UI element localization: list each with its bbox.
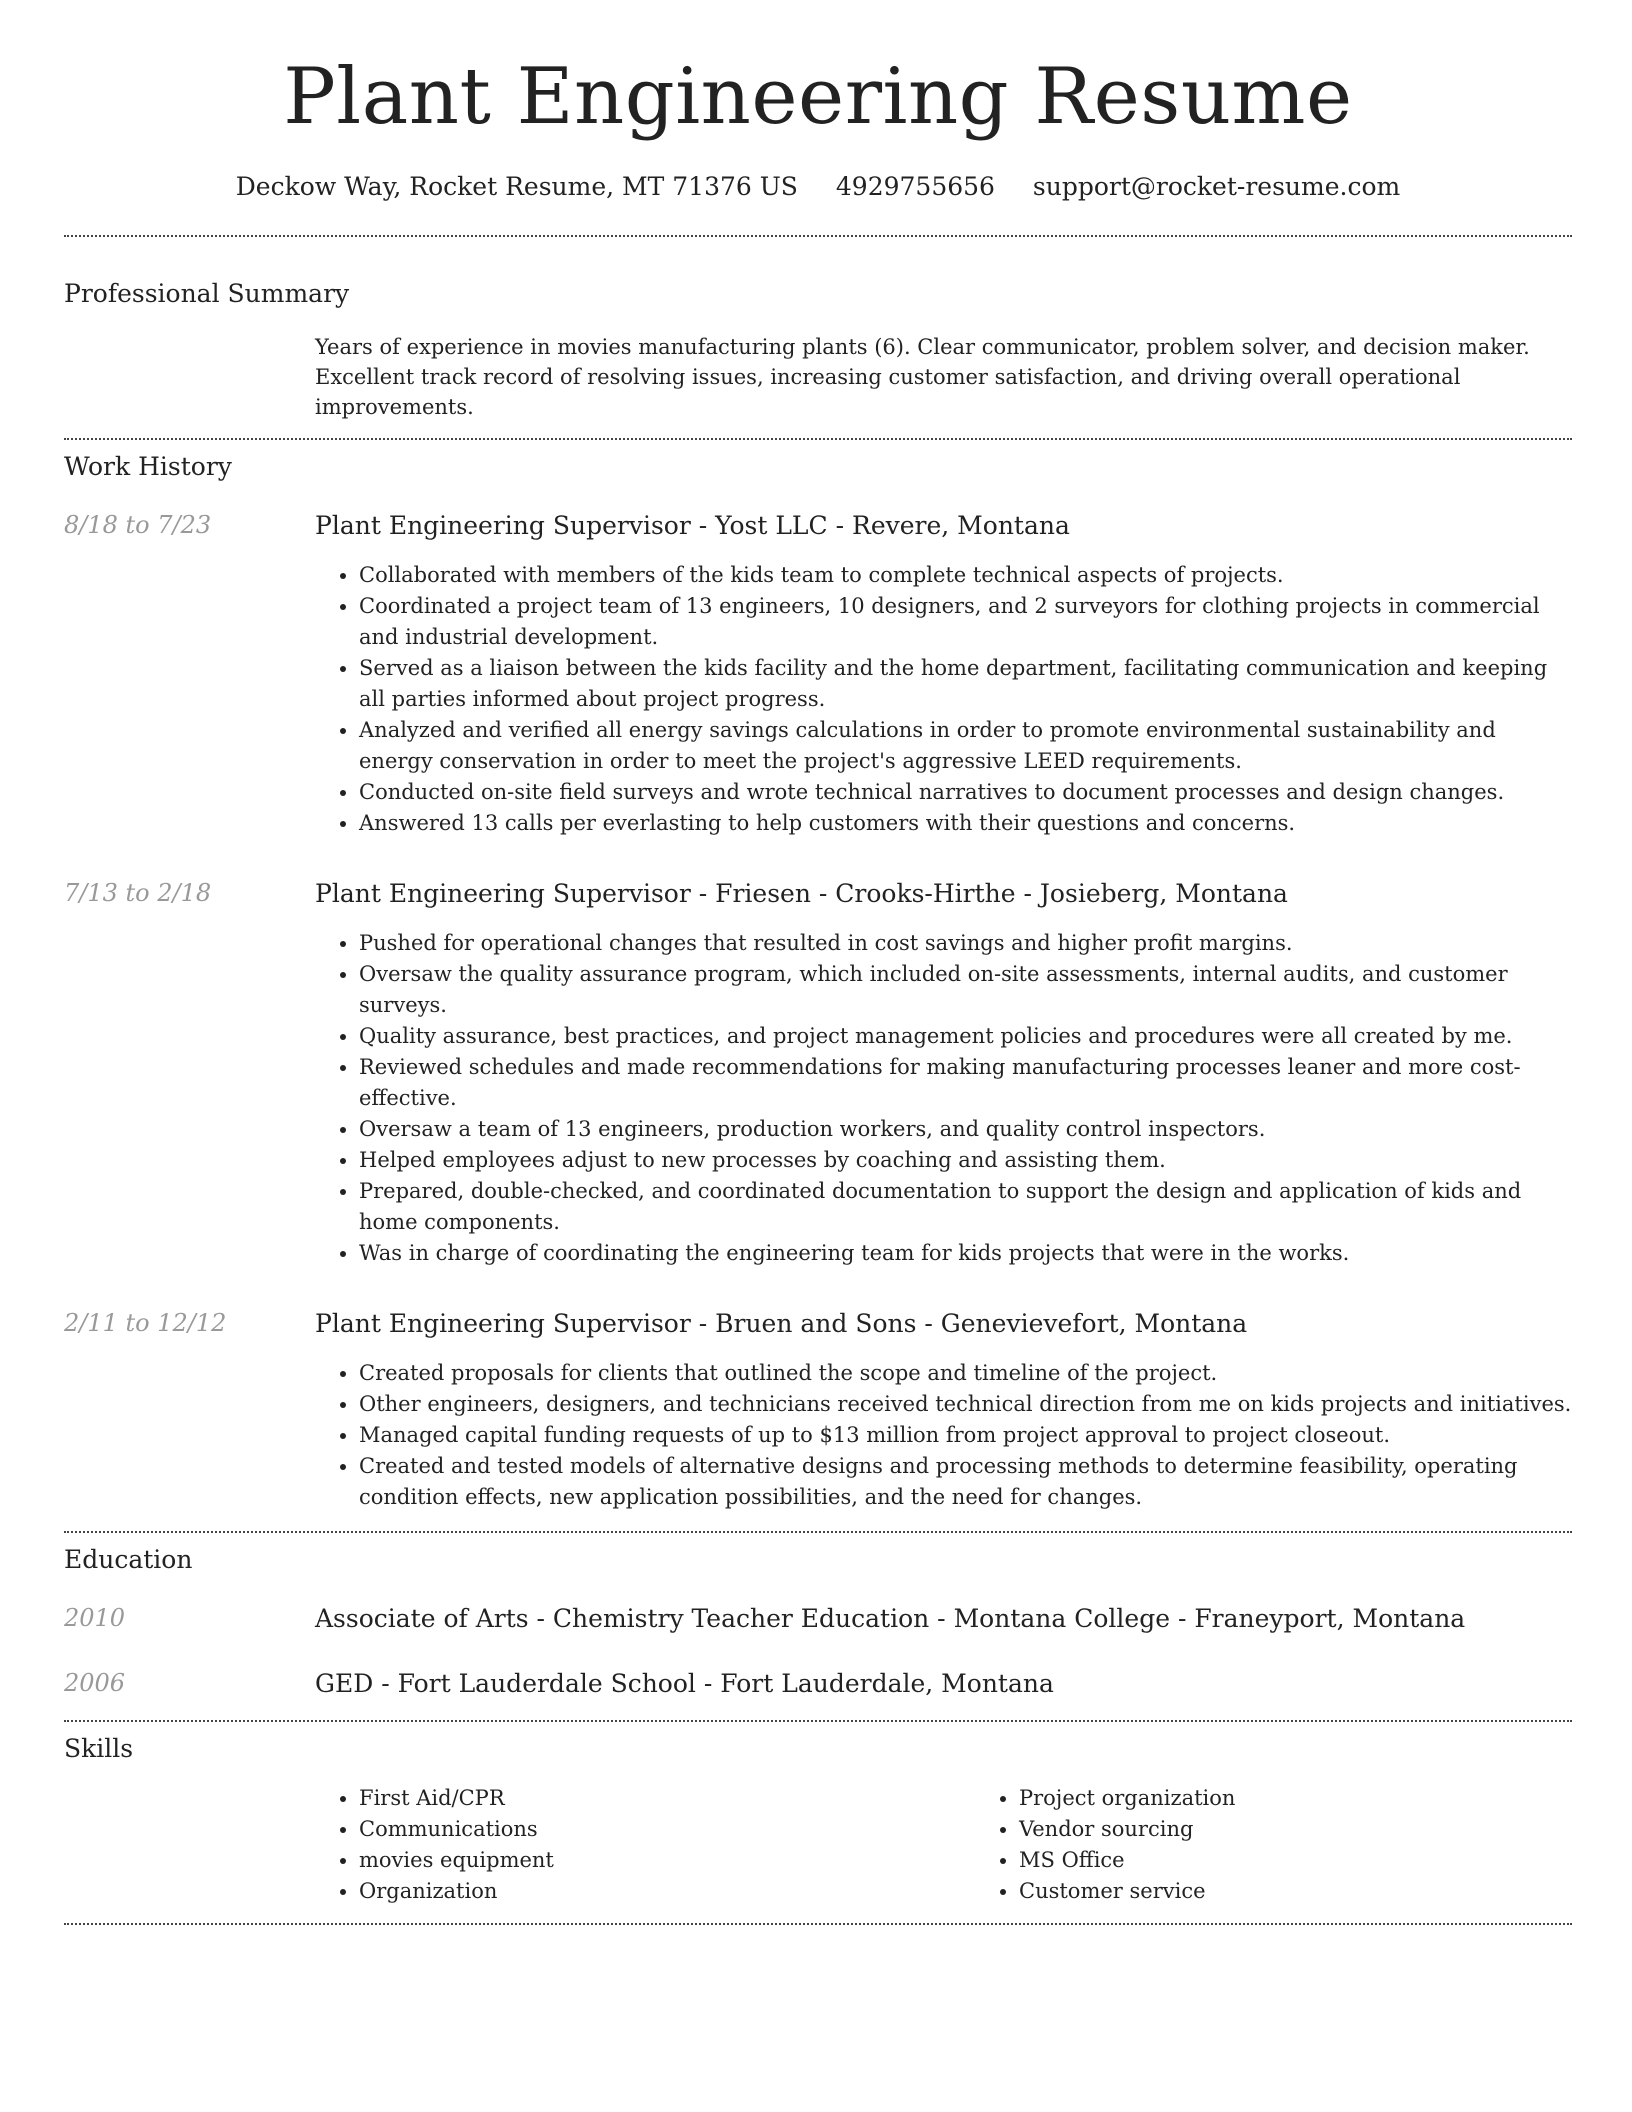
- list-item: • Answered 13 calls per everlasting to help customers with their questions and concerns.: [359, 808, 1572, 839]
- skill-item: • MS Office: [1019, 1845, 1632, 1876]
- job-bullets-row: [64, 560, 1572, 839]
- contact-address: Deckow Way, Rocket Resume, MT 71376 US: [235, 172, 798, 201]
- education-year: 2006: [64, 1669, 126, 1697]
- list-item: • Collaborated with members of the kids team to complete technical aspects of projects.: [359, 560, 1572, 591]
- page-title: Plant Engineering Resume: [283, 52, 1353, 142]
- contact-line: [64, 172, 1572, 201]
- list-item: • Pushed for operational changes that resulted in cost savings and higher profit margins.: [359, 928, 1572, 959]
- section-divider: [64, 1923, 1572, 1925]
- section-divider: [64, 1720, 1572, 1722]
- job-bullets-spacer: [64, 1358, 315, 1513]
- job-bullets-spacer: [64, 928, 315, 1269]
- skill-item: • First Aid/CPR: [359, 1783, 975, 1814]
- education-row: [64, 1669, 1572, 1698]
- job-title: Plant Engineering Supervisor - Bruen and Sons - Genevievefort, Montana: [315, 1309, 1248, 1338]
- education-list: [64, 1604, 1572, 1698]
- skill-item: • Customer service: [1019, 1876, 1632, 1907]
- list-item: • Helped employees adjust to new processes by coaching and assisting them.: [359, 1145, 1572, 1176]
- skills-list-left: [315, 1783, 975, 1907]
- list-item: • Was in charge of coordinating the engineering team for kids projects that were in the works.: [359, 1238, 1572, 1269]
- education-title: Associate of Arts - Chemistry Teacher Education - Montana College - Franeyport, Montana: [315, 1604, 1466, 1633]
- list-item: • Prepared, double-checked, and coordinated documentation to support the design and application of kids and home components.: [359, 1176, 1572, 1238]
- section-divider: [64, 1531, 1572, 1533]
- section-divider: [64, 235, 1572, 237]
- education-heading: Education: [64, 1545, 193, 1574]
- skill-item: • movies equipment: [359, 1845, 975, 1876]
- skill-item: • Project organization: [1019, 1783, 1632, 1814]
- resume-page: [64, 0, 1572, 1925]
- summary-spacer: [64, 332, 315, 422]
- education-row: [64, 1604, 1572, 1633]
- job-header-row: [64, 511, 1572, 540]
- contact-email: support@rocket-resume.com: [1032, 172, 1401, 201]
- education-year: 2010: [64, 1604, 126, 1632]
- job-bullets-row: [64, 928, 1572, 1269]
- job-title: Plant Engineering Supervisor - Yost LLC - Revere, Montana: [315, 511, 1070, 540]
- skill-item: • Organization: [359, 1876, 975, 1907]
- job-bullets-spacer: [64, 560, 315, 839]
- skills-row: [64, 1783, 1572, 1907]
- skills-spacer: [64, 1783, 315, 1907]
- list-item: • Oversaw the quality assurance program, which included on-site assessments, internal audits, and customer surveys.: [359, 959, 1572, 1021]
- job-header-row: [64, 1309, 1572, 1338]
- skills-heading: Skills: [64, 1734, 134, 1763]
- list-item: • Quality assurance, best practices, and project management policies and procedures were all created by me.: [359, 1021, 1572, 1052]
- job-bullet-list: [315, 1358, 1572, 1513]
- list-item: • Oversaw a team of 13 engineers, production workers, and quality control inspectors.: [359, 1114, 1572, 1145]
- education-title: GED - Fort Lauderdale School - Fort Lauderdale, Montana: [315, 1669, 1054, 1698]
- summary-text: Years of experience in movies manufacturing plants (6). Clear communicator, problem solver, and decision maker. Excellent track record of resolving issues, increasing customer satisfaction, and driving overall operational improvements.: [315, 335, 1530, 419]
- skills-columns: [315, 1783, 1632, 1907]
- job-dates: 2/11 to 12/12: [64, 1309, 227, 1337]
- job-bullet-list: [315, 928, 1572, 1269]
- summary-row: [64, 332, 1572, 422]
- job-dates: 7/13 to 2/18: [64, 879, 212, 907]
- skill-item: • Vendor sourcing: [1019, 1814, 1632, 1845]
- contact-phone: 4929755656: [835, 172, 995, 201]
- list-item: • Coordinated a project team of 13 engineers, 10 designers, and 2 surveyors for clothing projects in commercial and industrial development.: [359, 591, 1572, 653]
- list-item: • Other engineers, designers, and technicians received technical direction from me on kids projects and initiatives.: [359, 1389, 1572, 1420]
- job-bullet-list: [315, 560, 1572, 839]
- skill-item: • Communications: [359, 1814, 975, 1845]
- job-header-row: [64, 879, 1572, 908]
- job-bullets-row: [64, 1358, 1572, 1513]
- skills-list-right: [975, 1783, 1632, 1907]
- list-item: • Served as a liaison between the kids facility and the home department, facilitating communication and keeping all parties informed about project progress.: [359, 653, 1572, 715]
- list-item: • Managed capital funding requests of up to $13 million from project approval to project closeout.: [359, 1420, 1572, 1451]
- list-item: • Analyzed and verified all energy savings calculations in order to promote environmental sustainability and energy conservation in order to meet the project's aggressive LEED requirements.: [359, 715, 1572, 777]
- work-history-heading: Work History: [64, 452, 232, 481]
- section-divider: [64, 438, 1572, 440]
- summary-heading: Professional Summary: [64, 279, 350, 308]
- job-dates: 8/18 to 7/23: [64, 511, 212, 539]
- list-item: • Created and tested models of alternative designs and processing methods to determine feasibility, operating condition effects, new application possibilities, and the need for changes.: [359, 1451, 1572, 1513]
- job-list: [64, 511, 1572, 1513]
- list-item: • Reviewed schedules and made recommendations for making manufacturing processes leaner and more cost-effective.: [359, 1052, 1572, 1114]
- list-item: • Conducted on-site field surveys and wrote technical narratives to document processes and design changes.: [359, 777, 1572, 808]
- job-title: Plant Engineering Supervisor - Friesen - Crooks-Hirthe - Josieberg, Montana: [315, 879, 1288, 908]
- list-item: • Created proposals for clients that outlined the scope and timeline of the project.: [359, 1358, 1572, 1389]
